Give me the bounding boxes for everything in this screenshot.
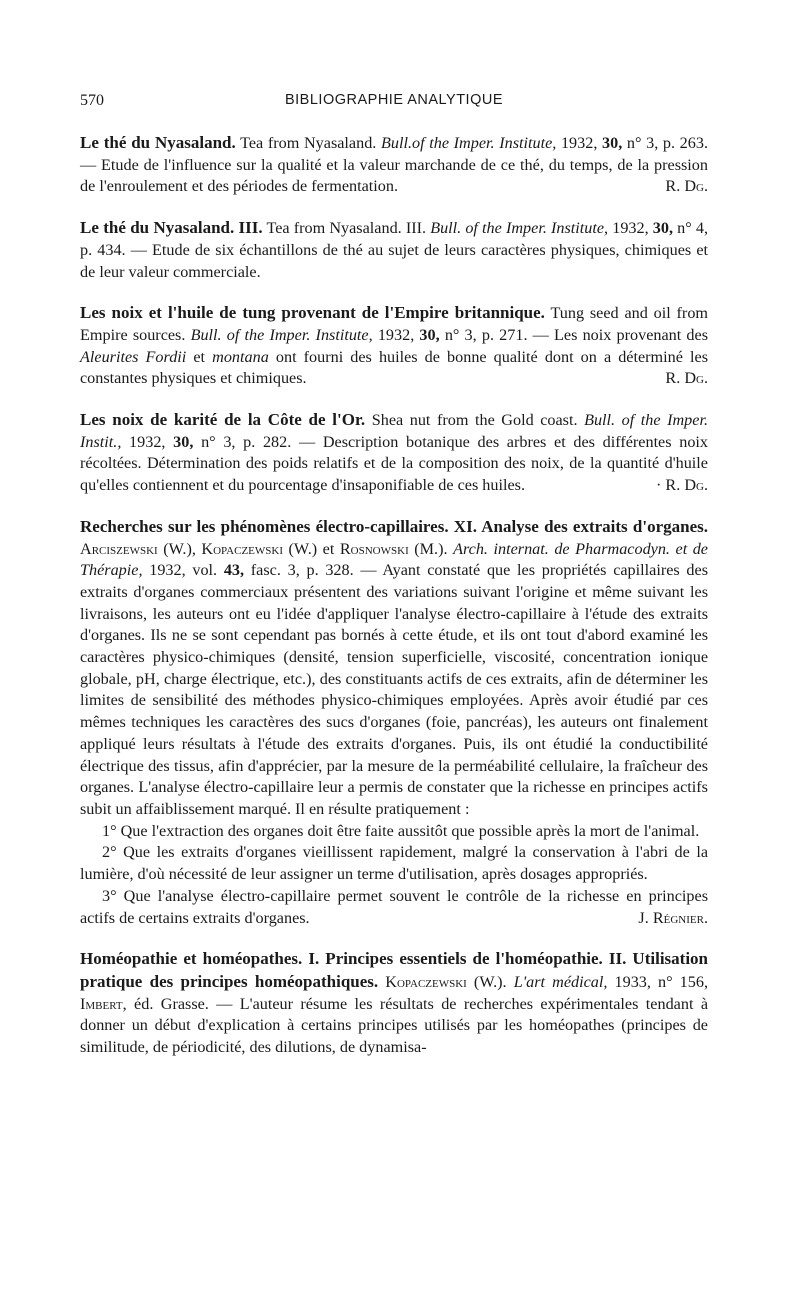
bibliography-entry <box>80 302 708 390</box>
running-head: BIBLIOGRAPHIE ANALYTIQUE <box>284 92 504 108</box>
list-item-text: 3° Que l'analyse électro-capillaire permet souvent le contrôle de la richesse en principes actifs de certains extraits d'organes. <box>80 886 708 927</box>
entry-body: ont fourni des huiles de bonne qualité dont on a déterminé les constantes physiques et chimiques. <box>80 347 708 388</box>
entry-title: Recherches sur les phénomènes électro-capillaires. XI. Analyse des extraits d'organes. <box>80 516 708 536</box>
entry-body: n° 3, p. 282. — Description botanique des arbres et des différentes noix récoltées. Détermination des poids relatifs et de la composition des noix, de la quantité d'huile qu'elles contiennent et du pourcentage d'insaponifiable de ces huiles. <box>80 432 709 495</box>
author-initials: (M.). <box>408 539 454 558</box>
volume: 30, <box>602 134 623 152</box>
signature: · R. Dg. <box>655 476 708 495</box>
entry-body: n° 3, p. 263. — Etude de l'influence sur la qualité et la valeur marchande de ce thé, du temps, de la pression de l'enroulement et des périodes de fermentation. <box>80 134 709 196</box>
english-title: Tea from Nyasaland. III. <box>262 219 431 238</box>
entry-title: Le thé du Nyasaland. <box>80 133 236 152</box>
list-item: 1° Que l'extraction des organes doit être faite aussitôt que possible après la mort de l'animal. <box>102 821 700 840</box>
english-title: Shea nut from the Gold coast. <box>365 411 585 430</box>
entry-body: et <box>186 347 213 366</box>
author-name: Rosnowski <box>339 539 409 558</box>
author-initials: (W.), <box>157 539 202 558</box>
journal-name: Bull. of the Imper. Instit., <box>80 411 708 451</box>
entry-title: Les noix de karité de la Côte de l'Or. <box>80 410 366 430</box>
english-title: Tung seed and oil from Empire sources. <box>80 304 708 344</box>
year: 1932, <box>372 325 420 344</box>
volume: 30, <box>419 325 440 344</box>
journal-name: L'art médical, <box>513 972 608 991</box>
bibliography-entry <box>80 217 708 283</box>
publisher-name: Imbert <box>80 994 123 1013</box>
page-number: 570 <box>80 92 104 109</box>
list-item <box>80 886 708 929</box>
signature: R. Dg. <box>665 177 708 196</box>
signature: J. Régnier. <box>638 908 708 927</box>
entry-title: Homéopathie et homéopathes. I. Principes essentiels de l'homéopathie. II. Utilisation pratique des principes homéopathiques. <box>80 949 708 991</box>
journal-name: Bull. of the Imper. Institute, <box>430 219 609 238</box>
year: 1932, vol. <box>142 561 224 580</box>
year: 1932, <box>556 134 603 152</box>
author-initials: (W.) et <box>283 539 340 558</box>
author-initials: (W.). <box>466 972 514 991</box>
species-name: montana <box>212 347 269 366</box>
signature: R. Dg. <box>665 369 708 388</box>
species-name: Aleurites Fordii <box>80 347 187 366</box>
bibliography-entry <box>80 948 708 1059</box>
author-name: Arciszewski <box>80 539 158 558</box>
journal-name: Bull.of the Imper. Institute, <box>381 134 557 152</box>
entry-body: n° 4, p. 434. — Etude de six échantillons de thé au sujet de leurs caractères physiques, chimiques et de leur valeur commerciale. <box>80 219 708 281</box>
bibliography-entry <box>80 516 708 929</box>
year: 1932, <box>121 432 174 451</box>
entry-body: n° 3, p. 271. — Les noix provenant des <box>439 325 708 344</box>
volume: 30, <box>652 219 674 238</box>
volume: 43, <box>223 561 245 580</box>
journal-name: Arch. internat. de Pharmacodyn. et de Thérapie, <box>80 539 708 580</box>
page-header <box>80 92 708 118</box>
list-item: 2° Que les extraits d'organes vieillissent rapidement, malgré la conservation à l'abri de la lumière, d'où nécessité de leur assigner un terme d'utilisation, après dosages appropriés. <box>80 843 708 884</box>
document-page <box>80 92 708 1059</box>
bibliography-entry <box>80 409 708 497</box>
year: 1933, n° 156, <box>607 972 708 991</box>
volume: 30, <box>173 432 194 451</box>
author-name: Kopaczewski <box>201 539 283 558</box>
journal-name: Bull. of the Imper. Institute, <box>190 325 373 344</box>
author-name: Kopaczewski <box>385 972 467 991</box>
year: 1932, <box>608 219 653 238</box>
english-title: Tea from Nyasaland. <box>235 134 381 152</box>
entry-body: fasc. 3, p. 328. — Ayant constaté que les propriétés capillaires des extraits d'organes commerciaux présentent des variations suivant l'origine et même suivant les livraisons, les auteurs ont eu l'idée d'appliquer l'analyse électro-capillaire à l'étude des extraits d'organes. Ils ne se sont cependant pas bornés à cette étude, et ils ont tout d'abord examiné les caractères physico-chimiques (densité, tension superficielle, viscosité, concentration ionique globale, pH, charge électrique, etc.), des constituants actifs de ces extraits, afin de déterminer les limites de sensibilité des méthodes physico-chimiques employées. Après avoir étudié par ces mêmes techniques les caractères des sucs d'organes (foie, pancréas), les auteurs ont finalement appliqué leurs résultats à l'étude des extraits d'organes. Puis, ils ont étudié la conductibilité électrique des tissus, afin d'apprécier, par la mesure de la perméabilité cellulaire, la fraîcheur des organes. L'analyse électro-capillaire leur a permis de constater que la richesse en principes actifs subit un affaiblissement marqué. Il en résulte pratiquement : <box>80 561 709 818</box>
bibliography-entry <box>80 132 708 198</box>
entry-title: Les noix et l'huile de tung provenant de l'Empire britannique. <box>80 303 545 323</box>
entry-title: Le thé du Nyasaland. III. <box>80 218 263 238</box>
entry-body: , éd. Grasse. — L'auteur résume les résultats de recherches expérimentales tendant à donner un début d'explication à certains principes utilisés par les homéopathes (principes de similitude, de périodicité, des dilutions, de dynamisa- <box>80 994 708 1057</box>
